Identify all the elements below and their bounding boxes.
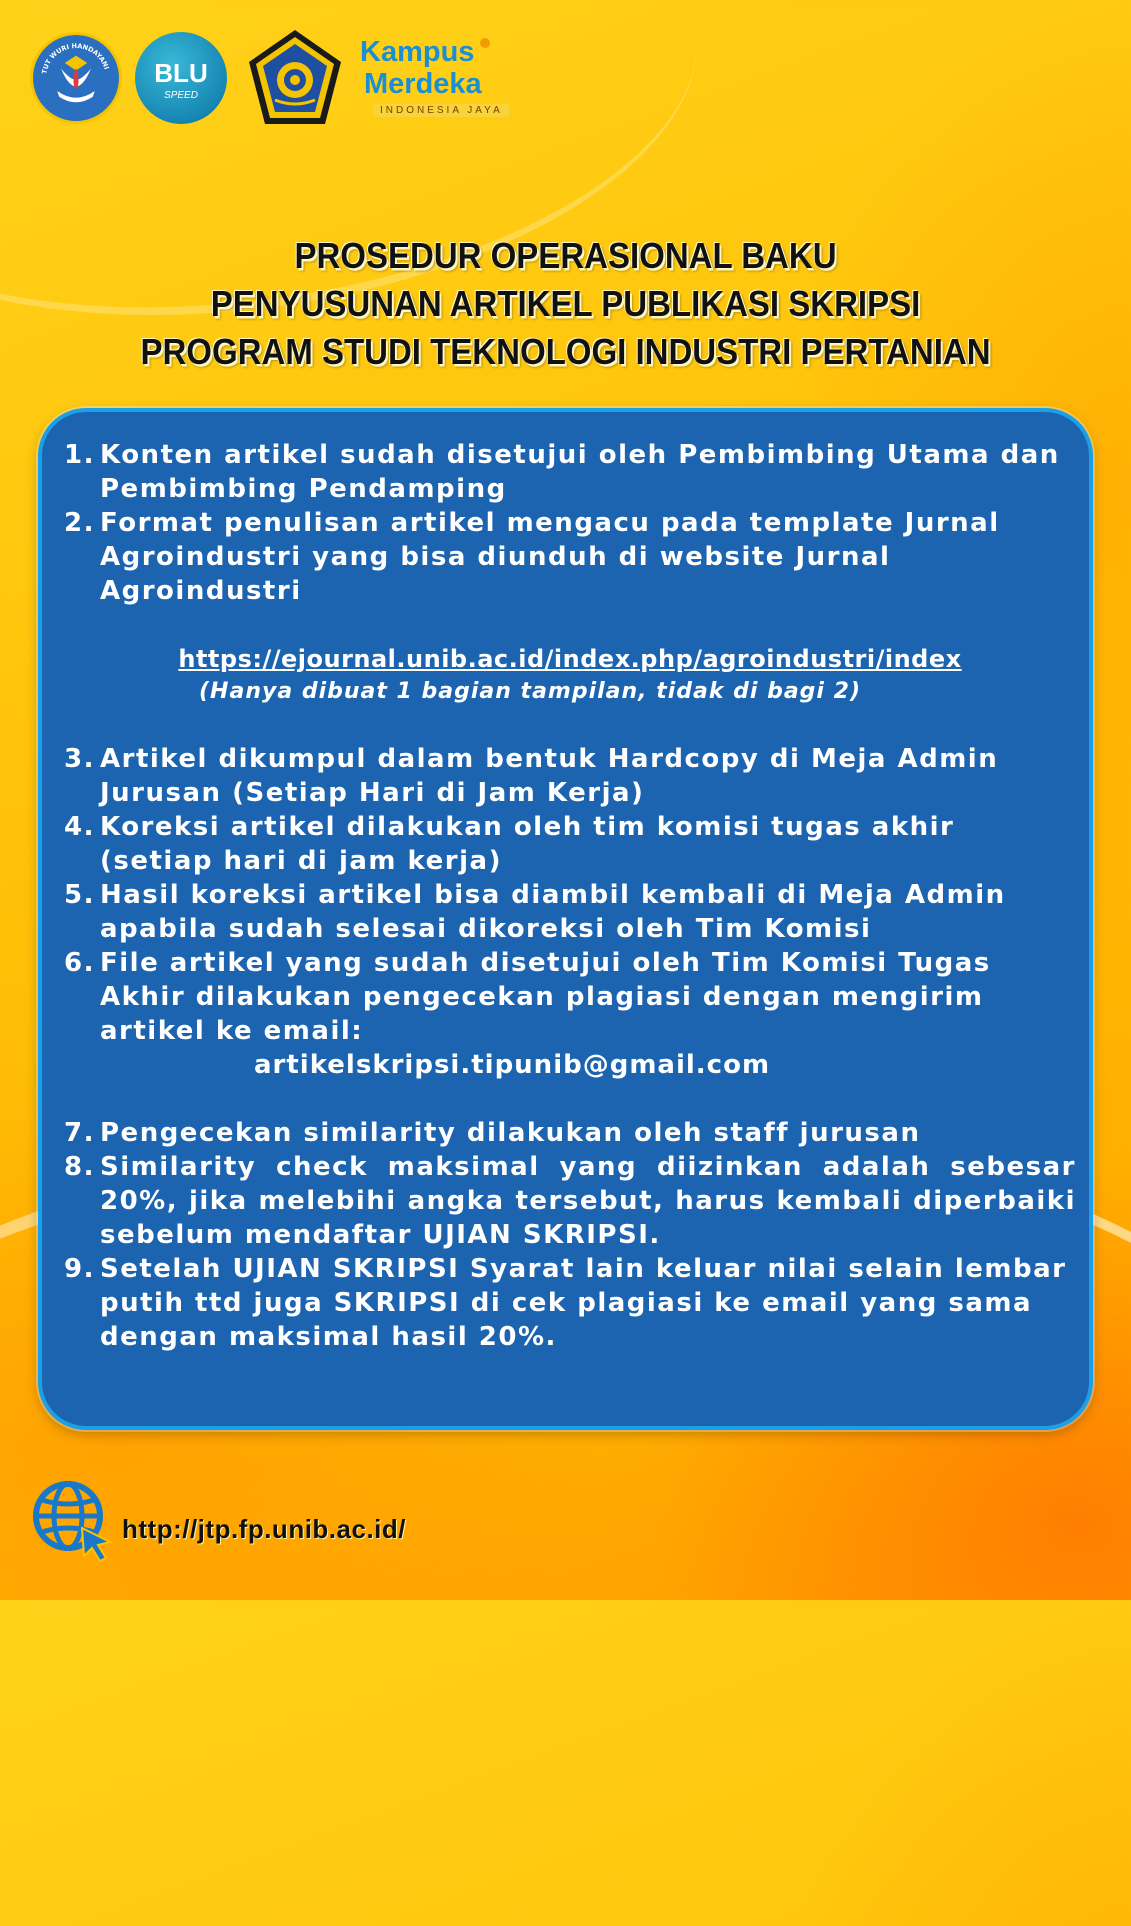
- step-number: 2.: [64, 508, 95, 538]
- list-item: [64, 438, 1076, 506]
- list-item: [64, 1116, 1076, 1150]
- tutwuri-emblem-icon: [33, 35, 119, 121]
- step-number: 1.: [64, 440, 95, 470]
- step-number: 4.: [64, 812, 95, 842]
- email-address[interactable]: artikelskripsi.tipunib@gmail.com: [254, 1050, 771, 1080]
- step-number: 5.: [64, 880, 95, 910]
- km-line-indonesia-jaya: INDONESIA JAYA: [374, 104, 509, 117]
- blu-logo-subtext: SPEED: [164, 90, 198, 101]
- step-number: 9.: [64, 1254, 95, 1284]
- unib-logo: [245, 28, 345, 128]
- list-item: [64, 1252, 1076, 1354]
- list-item: [64, 506, 1076, 608]
- journal-url-line: [64, 642, 1076, 676]
- list-item: [64, 1150, 1076, 1252]
- list-item: [64, 946, 1076, 1048]
- spacer: [64, 1082, 1076, 1116]
- title-line-1: PROSEDUR OPERASIONAL BAKU: [294, 235, 837, 276]
- globe-cursor-icon: [30, 1478, 116, 1564]
- list-item: [64, 810, 1076, 878]
- spacer: [64, 708, 1076, 742]
- step-number: 6.: [64, 948, 95, 978]
- tutwuri-logo: [30, 32, 122, 124]
- tutwuri-text: TUT WURI HANDAYANI: [40, 41, 111, 75]
- procedure-list: [64, 438, 1076, 1354]
- step-text: Setelah UJIAN SKRIPSI Syarat lain keluar nilai selain lembar putih ttd juga SKRIPSI di cek plagiasi ke email yang sama dengan maksimal hasil 20%.: [100, 1254, 1067, 1352]
- step-number: 3.: [64, 744, 95, 774]
- blu-logo: [135, 32, 227, 124]
- list-item: [64, 742, 1076, 810]
- step-text: Konten artikel sudah disetujui oleh Pembimbing Utama dan Pembimbing Pendamping: [100, 440, 1060, 504]
- step-text: Format penulisan artikel mengacu pada template Jurnal Agroindustri yang bisa diunduh di website Jurnal Agroindustri: [100, 508, 1000, 606]
- step-text: File artikel yang sudah disetujui oleh Tim Komisi Tugas Akhir dilakukan pengecekan plagiasi dengan mengirim artikel ke email:: [100, 948, 991, 1046]
- step-text: Similarity check maksimal yang diizinkan adalah sebesar 20%, jika melebihi angka tersebut, harus kembali diperbaiki sebelum mendaftar UJIAN SKRIPSI.: [100, 1152, 1076, 1250]
- page-title: [0, 232, 1131, 376]
- step-text: Hasil koreksi artikel bisa diambil kembali di Meja Admin apabila sudah selesai dikoreksi oleh Tim Komisi: [100, 880, 1006, 944]
- step-text: Pengecekan similarity dilakukan oleh staff jurusan: [100, 1118, 921, 1148]
- list-item: [64, 878, 1076, 946]
- logo-row: [30, 28, 550, 128]
- footer: [30, 1478, 630, 1568]
- procedure-panel: [38, 408, 1093, 1430]
- step-number: 8.: [64, 1152, 95, 1182]
- step-text: Koreksi artikel dilakukan oleh tim komisi tugas akhir (setiap hari di jam kerja): [100, 812, 955, 876]
- blu-logo-text: BLU: [154, 58, 208, 88]
- website-link[interactable]: http://jtp.fp.unib.ac.id/: [122, 1514, 407, 1544]
- km-dot-icon: [480, 38, 490, 48]
- unib-shield-icon: [245, 28, 345, 128]
- step-number: 7.: [64, 1118, 95, 1148]
- title-line-3: PROGRAM STUDI TEKNOLOGI INDUSTRI PERTANIAN: [140, 331, 991, 372]
- journal-note: (Hanya dibuat 1 bagian tampilan, tidak di bagi 2): [199, 679, 861, 704]
- km-line-merdeka: Merdeka: [364, 68, 482, 100]
- title-line-2: PENYUSUNAN ARTIKEL PUBLIKASI SKRIPSI: [210, 283, 921, 324]
- km-line-kampus: Kampus: [360, 36, 475, 68]
- step-text: Artikel dikumpul dalam bentuk Hardcopy di Meja Admin Jurusan (Setiap Hari di Jam Kerja): [100, 744, 999, 808]
- kampus-merdeka-logo: [360, 36, 550, 124]
- journal-link[interactable]: https://ejournal.unib.ac.id/index.php/agroindustri/index: [178, 645, 962, 673]
